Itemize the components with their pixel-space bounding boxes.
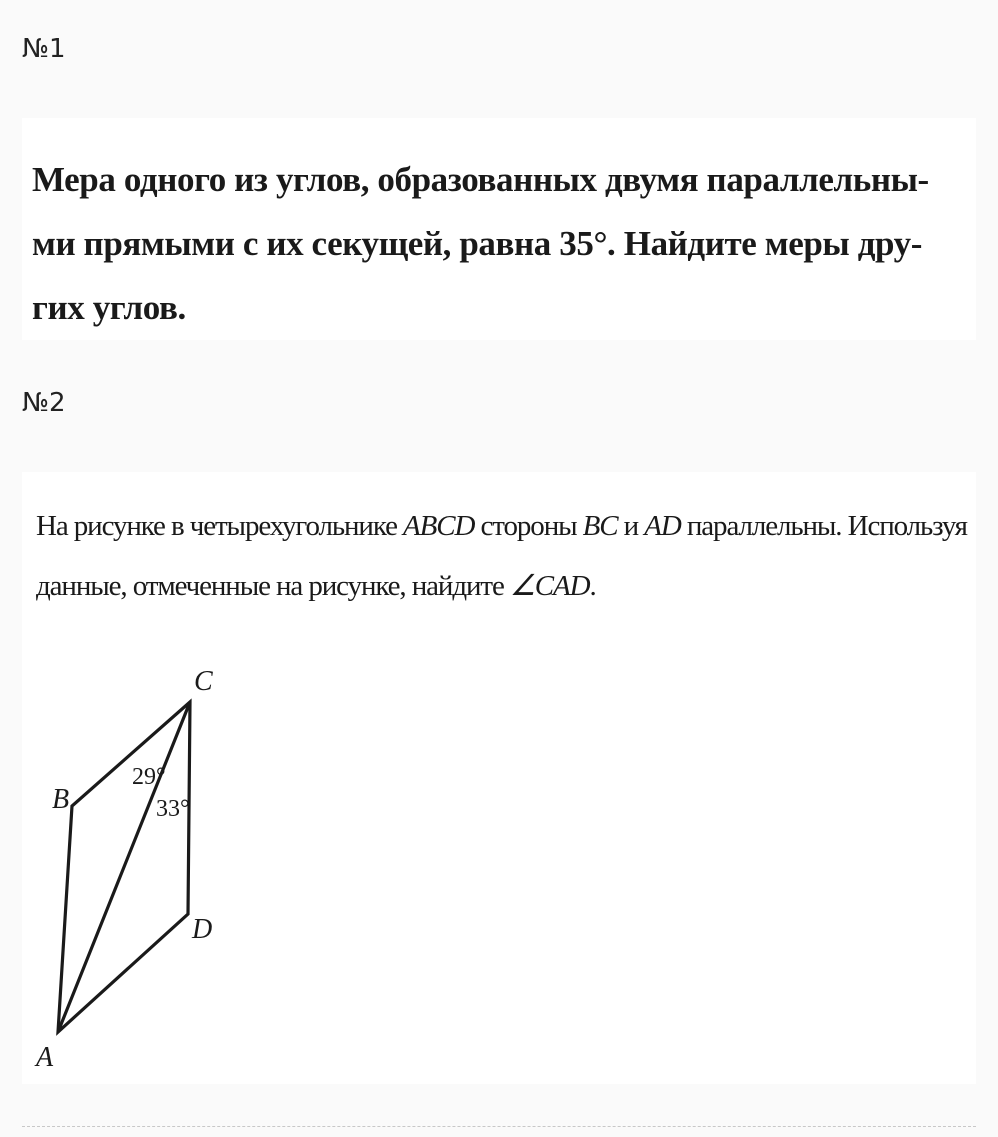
divider: [22, 1126, 976, 1127]
vertex-d-label: D: [192, 914, 213, 945]
task-1-line-3: гих углов.: [32, 288, 186, 327]
task-1-line-1: Мера одного из углов, образованных двумя параллельны-: [32, 160, 929, 199]
angle-cad: ∠CAD: [509, 570, 590, 602]
task-1-text: [32, 148, 972, 340]
vertex-a-label: A: [36, 1042, 54, 1073]
vertex-c-label: C: [194, 666, 213, 697]
angle-bca-label: 29°: [132, 764, 166, 790]
text-run: На рисунке в четырехугольнике: [36, 510, 404, 542]
vertex-b-label: B: [52, 784, 70, 815]
task-1-scan: [22, 118, 976, 340]
text-run: .: [589, 570, 596, 602]
quadrilateral-figure: [22, 472, 976, 1084]
task-2-number: №2: [22, 388, 66, 418]
text-run: данные, отмеченные на рисунке, найдите: [36, 570, 510, 602]
quad-name: ABCD: [403, 510, 475, 542]
diagonal-ac: [58, 702, 190, 1032]
task-1-number: №1: [22, 34, 66, 64]
side-ad: AD: [644, 510, 681, 542]
task-2-scan: [22, 472, 976, 1084]
angle-acd-label: 33°: [156, 796, 190, 822]
text-run: параллельны. Используя: [680, 510, 967, 542]
text-run: стороны: [474, 510, 583, 542]
text-run: и: [617, 510, 645, 542]
task-1-line-2: ми прямыми с их секущей, равна 35°. Найдите меры дру-: [32, 224, 922, 263]
side-bc: BC: [582, 510, 618, 542]
